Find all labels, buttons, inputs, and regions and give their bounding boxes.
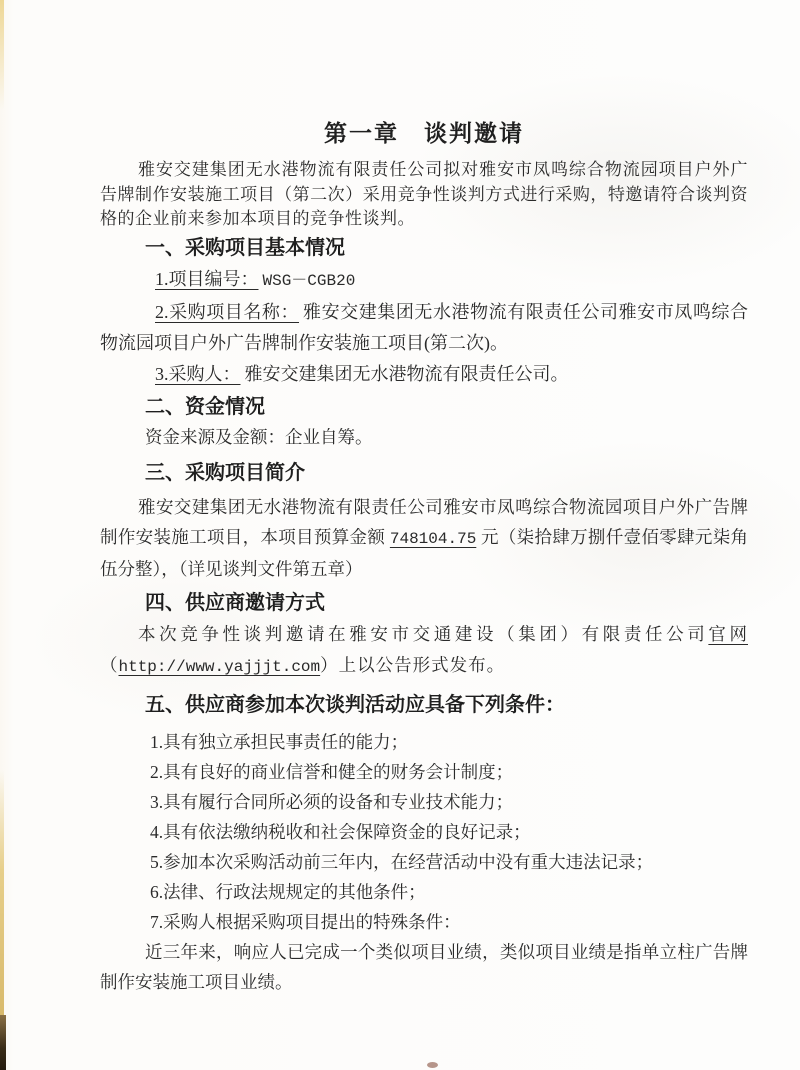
- purchaser-value: 雅安交建集团无水港物流有限责任公司。: [244, 363, 569, 384]
- condition-item-1: 1.具有独立承担民事责任的能力；: [150, 731, 409, 752]
- official-site-url: http://www.yajjjt.com: [118, 657, 321, 676]
- page-title: 第一章 谈判邀请: [324, 121, 524, 146]
- intro-paragraph: 雅安交建集团无水港物流有限责任公司拟对雅安市凤鸣综合物流园项目户外广告牌制作安装施工项目（第二次）采用竞争性谈判方式进行采购，特邀请符合谈判资格的企业前来参加本项目的竞争性谈判。: [100, 160, 748, 228]
- project-number-label: 1.项目编号：: [155, 268, 259, 289]
- scan-edge-artifact-corner: [0, 1015, 6, 1070]
- similar-performance-note: 近三年来，响应人已完成一个类似项目业绩，类似项目业绩是指单立柱广告牌制作安装施工项目业绩。: [100, 941, 748, 992]
- scan-edge-artifact-bottom: [0, 770, 4, 1020]
- project-name-label: 2.采购项目名称：: [155, 301, 300, 322]
- project-brief-paragraph: [100, 492, 748, 584]
- budget-amount: 748104.75: [389, 529, 477, 548]
- funding-source-line: 资金来源及金额：企业自筹。: [145, 426, 373, 447]
- section-1-heading: 一、采购项目基本情况: [145, 236, 345, 259]
- paren-close: ）: [320, 654, 339, 675]
- purchaser-line: [100, 359, 748, 390]
- official-site-label: 官网: [708, 623, 748, 644]
- condition-item-2: 2.具有良好的商业信誉和健全的财务会计制度；: [150, 761, 514, 782]
- project-number-line: [100, 264, 748, 297]
- section-4-heading: 四、供应商邀请方式: [145, 591, 325, 614]
- scan-speck: [427, 1062, 438, 1068]
- supplier-conditions-list: [100, 727, 748, 937]
- paren-open: （: [100, 654, 119, 675]
- condition-item-4: 4.具有依法缴纳税收和社会保障资金的良好记录；: [150, 821, 531, 842]
- project-name-value: 雅安交建集团无水港物流有限责任公司雅安市凤鸣综合物流园项目户外广告牌制作安装施工项目(第二次)。: [100, 301, 748, 353]
- invitation-suffix: 上以公告形式发布。: [338, 654, 506, 675]
- condition-item-3: 3.具有履行合同所必须的设备和专业技术能力；: [150, 791, 514, 812]
- scan-edge-artifact-top: [0, 0, 4, 110]
- invitation-prefix: 本次竞争性谈判邀请在雅安市交通建设（集团）有限责任公司: [138, 623, 709, 644]
- condition-item-5: 5.参加本次采购活动前三年内，在经营活动中没有重大违法记录；: [150, 851, 654, 872]
- section-3-heading: 三、采购项目简介: [145, 461, 305, 484]
- section-5-heading: 五、供应商参加本次谈判活动应具备下列条件：: [145, 693, 565, 716]
- purchaser-label: 3.采购人：: [155, 363, 241, 384]
- project-brief-suffix: 元（柒拾肆万捌仟壹佰零肆元柒角伍分整），（详见谈判文件第五章）: [100, 526, 749, 579]
- project-name-line: [100, 297, 748, 359]
- condition-item-6: 6.法律、行政法规规定的其他条件；: [150, 881, 426, 902]
- project-number-value: WSG－CGB20: [262, 271, 356, 290]
- project-brief-prefix: 雅安交建集团无水港物流有限责任公司雅安市凤鸣综合物流园项目户外广告牌制作安装施工项目，本项目预算金额: [100, 496, 748, 547]
- section-2-heading: 二、资金情况: [145, 395, 265, 418]
- invitation-method-paragraph: [100, 619, 748, 683]
- document-content: [100, 0, 748, 997]
- condition-item-7: 7.采购人根据采购项目提出的特殊条件：: [150, 911, 461, 932]
